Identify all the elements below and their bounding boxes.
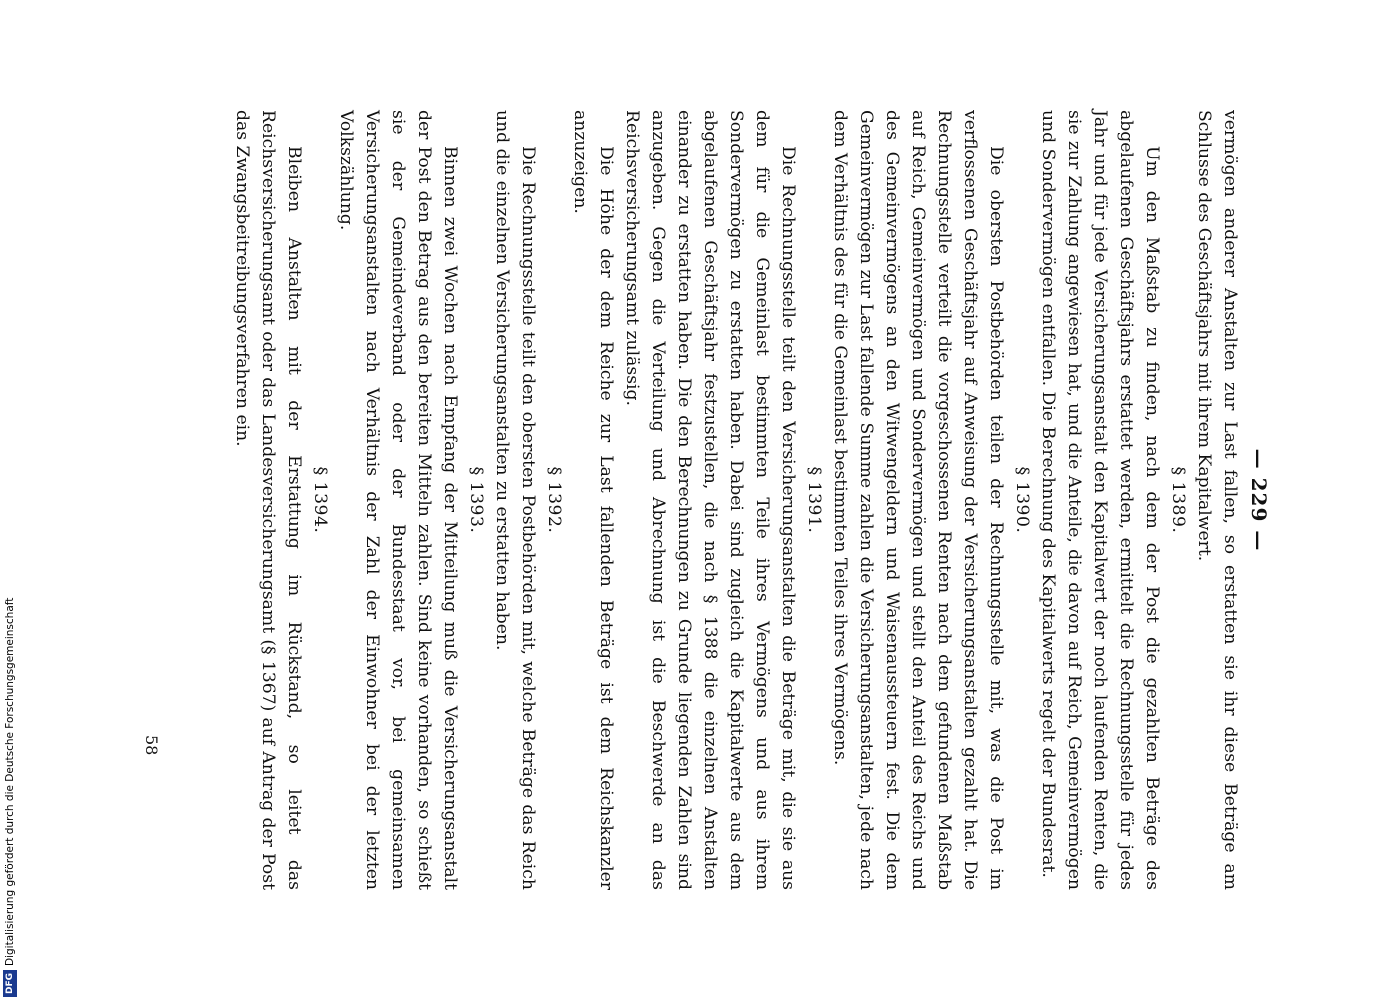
document-body — [229, 110, 1243, 890]
sheet-number: 58 — [142, 735, 161, 756]
paragraph-1391-b: Die Höhe der dem Reiche zur Last fallenden Beträge ist dem Reichskanzler anzuzeigen. — [570, 110, 616, 890]
section-heading-1394: § 1394. — [310, 466, 330, 534]
paragraph-1393: Binnen zwei Wochen nach Empfang der Mitteilung muß die Versicherungsanstalt der Post den Betrag aus den bereiten Mitteln zahlen. Sind keine vorhanden, so schießt sie der Gemeindeverband oder der Bundesstaat vor, bei gemeinsamen Versicherungsanstalten nach Verhältnis der Zahl der Einwohner bei der letzten Volkszählung. — [336, 110, 460, 890]
paragraph-1389: Um den Maßstab zu finden, nach dem der Post die gezahlten Beträge des abgelaufenen Geschäftsjahrs erstattet werden, ermittelt die Rechnungsstelle für jedes Jahr und für jede Versicherungsanstalt den Kapitalwert der noch laufenden Renten, die sie zur Zahlung angewiesen hat, und die Anteile, die davon auf Reich, Gemeinvermögen und Sondervermögen entfallen. Die Berechnung des Kapitalwerts regelt der Bundesrat. — [1038, 110, 1162, 890]
section-heading-1393: § 1393. — [466, 466, 486, 534]
page-number: — 229 — — [1247, 448, 1271, 552]
digitization-credit — [0, 0, 20, 1000]
section-heading-1392: § 1392. — [544, 466, 564, 534]
paragraph-1394: Bleiben Anstalten mit der Erstattung im Rückstand, so leitet das Reichsversicherungsamt oder das Landesversicherungsamt (§ 1367) auf Antrag der Post das Zwangsbeitreibungsverfahren ein. — [232, 110, 304, 890]
section-heading-1391: § 1391. — [804, 466, 824, 534]
paragraph-1392: Die Rechnungsstelle teilt den obersten Postbehörden mit, welche Beträge das Reich und die einzelnen Versicherungsanstalten zu erstatten haben. — [492, 110, 538, 890]
credit-text: Digitalisierung gefördert durch die Deutsche Forschungsgemeinschaft — [4, 597, 16, 966]
dfg-logo: DFG — [3, 970, 17, 997]
paragraph-1391: Die Rechnungsstelle teilt den Versicherungsanstalten die Beträge mit, die sie aus dem für die Gemeinlast bestimmten Teile ihres Vermögens und aus ihrem Sondervermögen zu erstatten haben. Dabei sind zugleich die Kapitalwerte aus dem abgelaufenen Geschäftsjahr festzustellen, die nach § 1388 die einzelnen Anstalten einander zu erstatten haben. Die den Berechnungen zu Grunde liegenden Zahlen sind anzugeben. Gegen die Verteilung und Abrechnung ist die Beschwerde an das Reichsversicherungsamt zulässig. — [622, 110, 798, 890]
section-heading-1390: § 1390. — [1012, 466, 1032, 534]
section-heading-1389: § 1389. — [1168, 466, 1188, 534]
paragraph-continuation: vermögen anderer Anstalten zur Last fallen, so erstatten sie ihr diese Beträge am Schlusse des Geschäftsjahrs mit ihrem Kapitalwert. — [1194, 110, 1240, 890]
paragraph-1390: Die obersten Postbehörden teilen der Rechnungsstelle mit, was die Post im verflossenen Geschäftsjahr auf Anweisung der Versicherungsanstalten gezahlt hat. Die Rechnungsstelle verteilt die vorgeschossenen Renten nach dem gefundenen Maßstab auf Reich, Gemeinvermögen und Sondervermögen und stellt den Anteil des Reichs und des Gemeinvermögens an den Witwengeldern und Waisenaussteuern fest. Die dem Gemeinvermögen zur Last fallende Summe zahlen die Versicherungsanstalten, jede nach dem Verhältnis des für die Gemeinlast bestimmten Teiles ihres Vermögens. — [830, 110, 1006, 890]
